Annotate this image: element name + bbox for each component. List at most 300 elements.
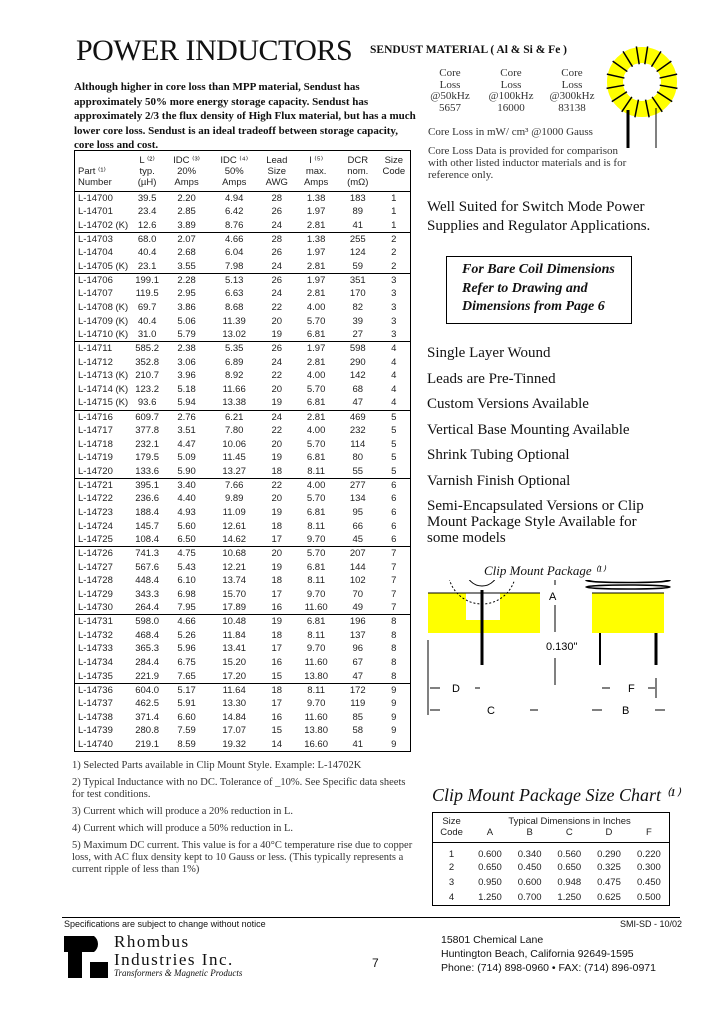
table-row <box>75 301 411 315</box>
table-cell: L-14734 <box>78 657 113 669</box>
table-cell: 196 <box>338 615 378 629</box>
table-cell: 16.60 <box>304 738 328 750</box>
column-header <box>209 151 259 192</box>
table-row <box>75 642 411 656</box>
table-cell: 5 <box>378 410 411 424</box>
size-chart-cell: 0.450 <box>517 862 542 873</box>
table-cell: 3.86 <box>177 302 196 314</box>
table-cell: 18 <box>271 629 283 641</box>
table-cell: 5.09 <box>177 452 196 464</box>
header-line: nom. <box>347 166 369 177</box>
column-header <box>259 151 294 192</box>
table-cell: 134 <box>349 493 366 505</box>
table-cell: L-14731 <box>75 615 131 629</box>
table-cell: 123.2 <box>135 384 159 396</box>
header-line: DCR <box>347 155 369 166</box>
table-cell: 70 <box>352 588 364 600</box>
table-cell: 14 <box>271 738 283 750</box>
table-cell: L-14725 <box>78 533 113 545</box>
dim-a-label: A <box>549 591 557 603</box>
table-cell: 5.96 <box>177 643 196 655</box>
table-cell: 5.17 <box>164 683 209 697</box>
table-row <box>75 424 411 438</box>
table-cell: 39.5 <box>137 193 157 205</box>
table-cell: 23.4 <box>137 206 157 218</box>
table-cell: 69.7 <box>137 302 157 314</box>
table-cell: 468.4 <box>135 629 159 641</box>
table-cell: 9 <box>378 683 411 697</box>
table-row <box>75 588 411 602</box>
table-row <box>75 492 411 506</box>
address-line: 15801 Chemical Lane <box>441 934 544 946</box>
header-line: Amps <box>222 177 247 188</box>
core-loss-freq: @300kHz <box>549 90 595 102</box>
table-cell: 17 <box>271 698 283 710</box>
table-cell: 59 <box>352 260 364 272</box>
table-cell: 6.50 <box>177 533 196 545</box>
table-cell: L-14717 <box>78 424 113 436</box>
table-cell: 290 <box>349 356 366 368</box>
table-cell: 6.10 <box>177 575 196 587</box>
table-row <box>75 615 411 629</box>
table-row <box>75 260 411 274</box>
table-cell: 7.65 <box>177 670 196 682</box>
feature-item: Shrink Tubing Optional <box>427 447 570 463</box>
table-cell: 102 <box>349 575 366 587</box>
table-cell: 11.45 <box>222 452 246 464</box>
size-chart-cell: 0.560 <box>557 849 582 860</box>
table-cell: 18 <box>271 465 283 477</box>
table-cell: 24 <box>271 260 283 272</box>
table-cell: 22 <box>271 424 283 436</box>
table-cell: 3.06 <box>177 356 196 368</box>
table-cell: 17.89 <box>222 602 247 614</box>
table-cell: 5.26 <box>177 629 196 641</box>
table-cell: 8.11 <box>294 683 338 697</box>
table-cell: 2.07 <box>164 232 209 246</box>
table-cell: L-14708 (K) <box>78 302 129 314</box>
table-cell: 232 <box>349 424 366 436</box>
table-row <box>75 506 411 520</box>
table-cell: 40.4 <box>137 315 157 327</box>
table-cell: 14.84 <box>222 711 247 723</box>
table-cell: 352.8 <box>135 356 159 368</box>
table-cell: 11.66 <box>222 384 246 396</box>
table-cell: 39 <box>352 315 364 327</box>
table-cell: 11.64 <box>209 683 259 697</box>
table-cell: L-14728 <box>78 575 113 587</box>
table-cell: 8 <box>378 615 411 629</box>
feature-item: Vertical Base Mounting Available <box>427 421 630 438</box>
core-loss-column <box>542 68 602 114</box>
table-cell: 207 <box>338 547 378 561</box>
table-cell: 20 <box>259 547 294 561</box>
table-cell: 18 <box>271 575 283 587</box>
footnotes <box>72 760 417 881</box>
table-cell: 8.11 <box>307 629 325 641</box>
table-cell: 49 <box>352 602 364 614</box>
table-cell: 19 <box>271 329 283 341</box>
table-cell: 20 <box>271 384 283 396</box>
company-name <box>114 933 234 969</box>
table-cell: 5 <box>391 452 397 464</box>
table-cell: 133.6 <box>135 465 159 477</box>
table-cell: 9.70 <box>306 533 326 545</box>
table-cell: 395.1 <box>130 478 164 492</box>
table-cell: 3.89 <box>177 219 196 231</box>
table-cell: 6.98 <box>177 588 196 600</box>
header-line: AWG <box>265 177 288 188</box>
table-cell: 8.76 <box>224 219 244 231</box>
table-cell: 4.00 <box>306 302 326 314</box>
core-loss-freq: @100kHz <box>488 90 534 102</box>
feature-item: Leads are Pre-Tinned <box>427 370 556 387</box>
rhombus-logo-icon <box>64 936 110 978</box>
table-cell: L-14707 <box>78 288 113 300</box>
table-cell: 26 <box>259 342 294 356</box>
table-cell: 5.70 <box>306 315 326 327</box>
table-cell: L-14716 <box>75 410 131 424</box>
table-cell: 277 <box>338 478 378 492</box>
table-row <box>75 560 411 574</box>
table-cell: 16 <box>271 711 283 723</box>
core-loss-column <box>420 68 480 114</box>
table-cell: 4.75 <box>164 547 209 561</box>
header-line: Code <box>382 166 406 177</box>
table-cell: 20 <box>271 438 283 450</box>
table-row <box>75 328 411 342</box>
table-cell: 2.81 <box>294 410 338 424</box>
table-cell: 137 <box>349 629 366 641</box>
table-cell: 264.4 <box>135 602 159 614</box>
table-cell: 40.4 <box>137 247 157 259</box>
table-cell: 66 <box>352 520 364 532</box>
table-cell: 3.40 <box>164 478 209 492</box>
table-cell: 9.70 <box>306 588 326 600</box>
table-cell: 5.79 <box>177 329 196 341</box>
table-cell: 6 <box>391 506 397 518</box>
table-cell: 12.61 <box>222 520 247 532</box>
table-cell: 371.4 <box>135 711 159 723</box>
table-cell: 9.89 <box>224 493 244 505</box>
table-cell: 2.68 <box>177 247 196 259</box>
header-line <box>378 177 410 188</box>
table-row <box>75 629 411 643</box>
table-cell: 2.81 <box>306 288 326 300</box>
table-cell: 9.70 <box>306 698 326 710</box>
core-loss-value: 5657 <box>439 101 461 114</box>
size-chart-header: Code <box>440 827 463 838</box>
table-cell: 598 <box>338 342 378 356</box>
table-cell: 199.1 <box>130 273 164 287</box>
table-cell: 8.11 <box>307 520 325 532</box>
table-cell: L-14723 <box>78 506 113 518</box>
size-chart-cell: 1 <box>448 849 455 860</box>
table-cell: 5.18 <box>177 384 196 396</box>
table-cell: 4.47 <box>177 438 196 450</box>
table-cell: 68 <box>352 384 364 396</box>
table-cell: 2.95 <box>177 288 196 300</box>
table-cell: 124 <box>349 247 366 259</box>
table-cell: 114 <box>350 438 366 450</box>
table-cell: 3 <box>391 315 397 327</box>
table-cell: 119 <box>350 698 366 710</box>
table-cell: 2.20 <box>177 193 196 205</box>
table-cell: 7 <box>391 575 397 587</box>
table-cell: 142 <box>349 370 366 382</box>
table-cell: 17 <box>271 588 283 600</box>
spec-notice: Specifications are subject to change without notice <box>64 919 266 929</box>
table-cell: L-14714 (K) <box>78 384 129 396</box>
size-chart-header: F <box>646 827 652 838</box>
table-cell: 5.70 <box>294 547 338 561</box>
core-loss-value: 83138 <box>558 101 586 114</box>
header-line: 20% <box>177 166 197 177</box>
header-line <box>78 155 130 166</box>
table-cell: 2.81 <box>306 260 326 272</box>
size-chart-cell: 0.500 <box>637 891 661 903</box>
table-cell: 284.4 <box>135 657 159 669</box>
table-row <box>75 205 411 219</box>
bare-coil-note-box <box>446 256 632 324</box>
table-cell: 6.42 <box>224 206 244 218</box>
table-cell: 1.97 <box>294 273 338 287</box>
table-cell: 1.97 <box>306 247 326 259</box>
table-cell: 13.80 <box>304 670 328 682</box>
column-header <box>130 151 164 192</box>
table-cell: 5.06 <box>177 315 196 327</box>
table-cell: 4 <box>391 384 397 396</box>
table-cell: 2.81 <box>306 219 326 231</box>
table-cell: 58 <box>352 725 364 737</box>
table-cell: 172 <box>338 683 378 697</box>
table-cell: 17 <box>271 643 283 655</box>
table-cell: 2 <box>391 247 397 259</box>
table-cell: 11.60 <box>304 602 328 614</box>
table-cell: 5.91 <box>177 698 196 710</box>
table-cell: 89 <box>352 206 364 218</box>
table-row <box>75 683 411 697</box>
table-cell: 2 <box>391 260 397 272</box>
feature-item: Varnish Finish Optional <box>427 472 571 489</box>
table-cell: 20 <box>271 493 283 505</box>
material-subtitle: SENDUST MATERIAL ( Al & Si & Fe ) <box>370 44 568 56</box>
size-chart-cell: 4 <box>448 891 455 903</box>
table-cell: 4 <box>391 397 397 409</box>
inductor-table <box>74 150 411 752</box>
header-line: (µH) <box>137 177 157 188</box>
table-cell: 598.0 <box>130 615 164 629</box>
table-row <box>75 287 411 301</box>
table-cell: 365.3 <box>135 643 159 655</box>
header-line: Size <box>384 155 404 166</box>
size-chart-cell: 1.250 <box>478 891 502 903</box>
table-cell: 9 <box>391 698 397 710</box>
header-line: Amps <box>174 177 199 188</box>
size-chart-cell: 0.600 <box>478 849 502 860</box>
size-chart-cell: 0.650 <box>557 862 582 873</box>
table-cell: 4 <box>391 370 397 382</box>
table-row <box>75 738 411 752</box>
table-cell: 19 <box>271 506 283 518</box>
table-cell: 20 <box>271 315 283 327</box>
table-cell: 469 <box>338 410 378 424</box>
table-cell: 7.80 <box>224 424 244 436</box>
table-cell: 179.5 <box>135 452 159 464</box>
table-cell: 13.80 <box>304 725 328 737</box>
header-line: IDC ⁽³⁾ <box>173 155 200 166</box>
table-row <box>75 437 411 451</box>
core-loss-note: Core Loss Data is provided for comparison with other listed inductor materials and is for reference only. <box>428 145 627 181</box>
feature-item: Single Layer Wound <box>427 345 551 361</box>
size-chart-header: C <box>565 827 573 838</box>
table-cell: 210.7 <box>135 370 159 382</box>
core-loss-l1: Core <box>561 67 583 79</box>
table-cell: 26 <box>271 247 283 259</box>
footnote: 3) Current which will produce a 20% reduction in L. <box>72 806 294 817</box>
table-cell: 23.1 <box>137 260 157 272</box>
table-cell: 8.11 <box>307 465 325 477</box>
table-row <box>75 533 411 547</box>
table-cell: 377.8 <box>135 424 159 436</box>
table-cell: 3 <box>378 273 411 287</box>
table-cell: 7.66 <box>209 478 259 492</box>
table-cell: L-14710 (K) <box>78 329 129 341</box>
table-cell: 6.04 <box>224 247 244 259</box>
table-cell: 5 <box>391 438 397 450</box>
table-cell: 6.63 <box>224 288 244 300</box>
size-chart-cell: 0.700 <box>517 891 542 903</box>
table-cell: 9 <box>391 738 397 750</box>
table-cell: L-14735 <box>78 670 113 682</box>
table-cell: 219.1 <box>135 738 159 750</box>
size-chart-title: Clip Mount Package Size Chart ⁽¹⁾ <box>432 785 680 805</box>
toroid-icon <box>604 40 680 150</box>
table-cell: 11.39 <box>222 315 246 327</box>
footnote: 1) Selected Parts available in Clip Mount Style. Example: L-14702K <box>72 760 362 771</box>
table-row <box>75 601 411 615</box>
table-cell: 18 <box>271 520 283 532</box>
box-note-line: Dimensions from Page 6 <box>462 299 605 314</box>
table-cell: L-14726 <box>75 547 131 561</box>
column-header <box>294 151 338 192</box>
address-line: Huntington Beach, California 92649-1595 <box>441 948 634 960</box>
table-row <box>75 478 411 492</box>
table-cell: 5.94 <box>177 397 196 409</box>
size-chart-cell: 0.950 <box>478 877 502 888</box>
table-cell: 3.96 <box>177 370 196 382</box>
table-cell: 14.62 <box>222 533 247 545</box>
table-cell: 8 <box>391 670 397 682</box>
header-line: max. <box>305 166 327 177</box>
core-loss-freq: @50kHz <box>430 90 470 102</box>
table-cell: 11.60 <box>304 711 328 723</box>
table-cell: 5.35 <box>209 342 259 356</box>
table-cell: 119.5 <box>135 288 159 300</box>
page-title: POWER INDUCTORS <box>76 34 353 67</box>
table-cell: 2.76 <box>164 410 209 424</box>
table-cell: 6.81 <box>306 397 326 409</box>
header-line: Amps <box>303 177 329 188</box>
company-tagline: Transformers & Magnetic Products <box>114 968 243 978</box>
header-line: Part ⁽¹⁾ <box>78 166 106 177</box>
company-name-line2: Industries Inc. <box>114 950 234 969</box>
table-cell: 8 <box>391 643 397 655</box>
document-number: SMI-SD - 10/02 <box>620 919 683 929</box>
table-cell: 1.97 <box>294 342 338 356</box>
table-cell: L-14730 <box>78 602 113 614</box>
phone-fax-line: Phone: (714) 898-0960 • FAX: (714) 896-0971 <box>441 962 656 974</box>
table-cell: 68.0 <box>130 232 164 246</box>
core-loss-column <box>481 68 541 114</box>
dim-f-label: F <box>628 683 635 695</box>
column-header <box>338 151 378 192</box>
table-cell: 2.85 <box>177 206 196 218</box>
table-cell: L-14727 <box>78 561 113 573</box>
size-chart-cell: 1.250 <box>557 891 582 903</box>
table-cell: 80 <box>352 452 364 464</box>
header-line: Size <box>267 166 287 177</box>
header-line: I ⁽⁵⁾ <box>309 155 324 166</box>
header-line: Number <box>78 177 112 188</box>
table-cell: L-14738 <box>78 711 113 723</box>
table-cell: 6.81 <box>306 561 326 573</box>
table-cell: 351 <box>338 273 378 287</box>
table-cell: 4 <box>378 342 411 356</box>
table-cell: 47 <box>352 670 364 682</box>
table-cell: 6 <box>391 493 397 505</box>
table-cell: 19 <box>271 452 283 464</box>
table-cell: 1.38 <box>294 232 338 246</box>
table-cell: 15 <box>271 670 283 682</box>
table-cell: 6.89 <box>224 356 244 368</box>
table-row <box>75 396 411 410</box>
table-cell: 13.02 <box>222 329 247 341</box>
table-row <box>75 273 411 287</box>
table-cell: 255 <box>338 232 378 246</box>
size-chart-row <box>433 860 670 875</box>
table-cell: 6.21 <box>209 410 259 424</box>
size-chart-cell: 0.600 <box>517 877 542 888</box>
table-cell: L-14729 <box>78 588 113 600</box>
table-cell: 5.70 <box>306 384 326 396</box>
table-cell: L-14701 <box>78 206 113 218</box>
table-cell: 609.7 <box>130 410 164 424</box>
size-chart-cell: 3 <box>448 877 455 888</box>
core-loss-value: 16000 <box>497 101 525 114</box>
table-cell: L-14732 <box>78 629 113 641</box>
table-cell: 13.38 <box>222 397 247 409</box>
size-chart-cell: 0.220 <box>637 849 661 860</box>
table-cell: 5.70 <box>306 493 326 505</box>
dim-b-label: B <box>622 705 630 717</box>
table-cell: 145.7 <box>135 520 159 532</box>
table-cell: 41 <box>352 738 364 750</box>
dims-header: Typical Dimensions in Inches <box>508 816 631 827</box>
table-cell: L-14736 <box>75 683 131 697</box>
table-cell: 7.95 <box>177 602 196 614</box>
table-cell: 13.74 <box>222 575 247 587</box>
table-cell: L-14720 <box>78 465 113 477</box>
table-cell: 10.48 <box>209 615 259 629</box>
table-cell: 24 <box>271 356 283 368</box>
table-cell: 13.30 <box>222 698 247 710</box>
table-cell: 4.00 <box>294 478 338 492</box>
table-row <box>75 547 411 561</box>
table-cell: 4.66 <box>209 232 259 246</box>
table-cell: 2.81 <box>306 356 326 368</box>
table-cell: 144 <box>349 561 366 573</box>
